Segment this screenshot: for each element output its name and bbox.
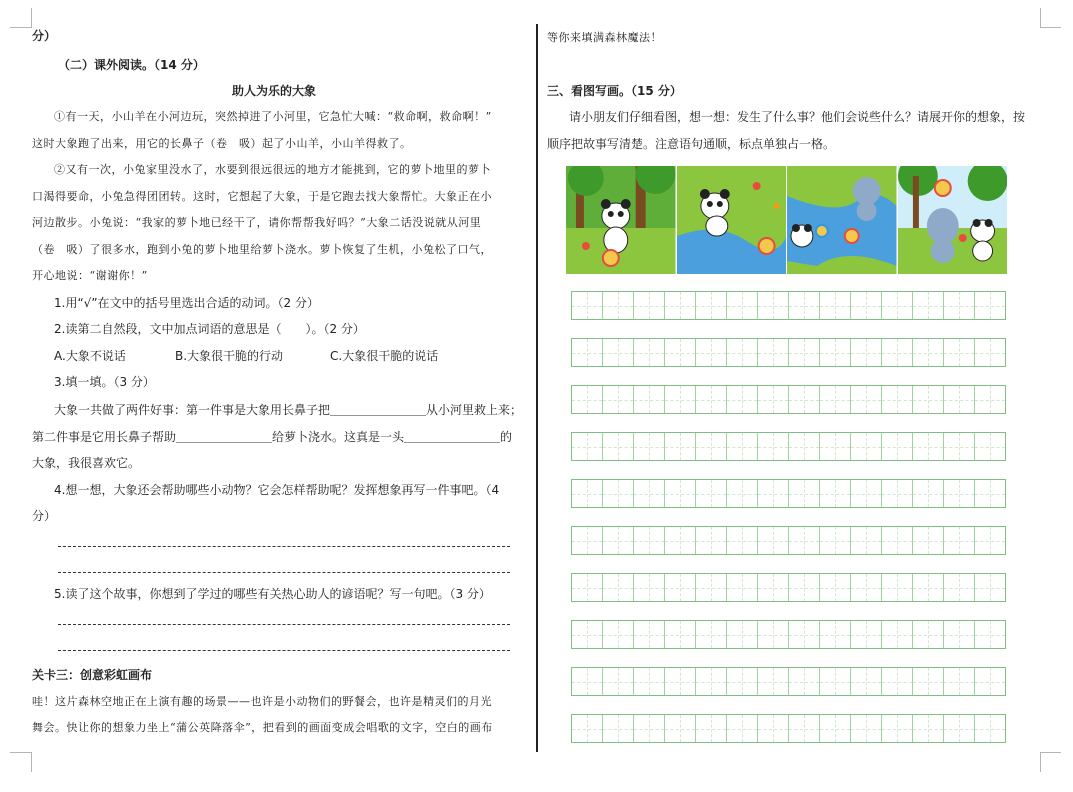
grid-cell[interactable] [851, 574, 882, 601]
continued-fragment: 分） [32, 29, 57, 43]
grid-row[interactable] [571, 432, 1006, 461]
crop-mark-top-right [1040, 8, 1041, 28]
crop-mark-bottom-left [31, 752, 32, 772]
grid-cell[interactable] [758, 339, 789, 366]
picture-writing-heading: 三、看图写画。（15 分） [547, 84, 682, 98]
grid-cell[interactable] [758, 292, 789, 319]
grid-cell[interactable] [944, 574, 975, 601]
grid-cell[interactable] [851, 433, 882, 460]
crop-mark-bottom-left-h [10, 752, 31, 753]
grid-cell[interactable] [634, 668, 665, 695]
answer-line-q5-1[interactable] [58, 624, 510, 625]
grid-cell[interactable] [913, 480, 944, 507]
question-3-line1: 大象一共做了两件好事：第一件事是大象用长鼻子把＿＿＿＿＿＿＿＿从小河里救上来； [54, 403, 523, 417]
grid-row[interactable] [571, 479, 1006, 508]
grid-cell[interactable] [882, 433, 913, 460]
grid-cell[interactable] [696, 433, 727, 460]
grid-cell[interactable] [572, 574, 603, 601]
grid-cell[interactable] [882, 621, 913, 648]
grid-cell[interactable] [572, 292, 603, 319]
grid-cell[interactable] [665, 433, 696, 460]
grid-cell[interactable] [572, 480, 603, 507]
grid-cell[interactable] [851, 292, 882, 319]
grid-cell[interactable] [913, 668, 944, 695]
intro-line1: 哇！这片森林空地正在上演有趣的场景——也许是小动物们的野餐会，也许是精灵们的月光 [32, 695, 492, 708]
grid-cell[interactable] [789, 715, 820, 742]
grid-cell[interactable] [882, 715, 913, 742]
grid-cell[interactable] [727, 621, 758, 648]
grid-cell[interactable] [727, 715, 758, 742]
grid-cell[interactable] [882, 574, 913, 601]
grid-cell[interactable] [665, 339, 696, 366]
grid-cell[interactable] [851, 339, 882, 366]
grid-cell[interactable] [820, 339, 851, 366]
grid-cell[interactable] [727, 433, 758, 460]
grid-cell[interactable] [913, 339, 944, 366]
grid-cell[interactable] [975, 339, 1005, 366]
grid-cell[interactable] [727, 574, 758, 601]
grid-cell[interactable] [665, 621, 696, 648]
grid-cell[interactable] [975, 621, 1005, 648]
answer-line-q4-1[interactable] [58, 546, 510, 547]
question-3-line2: 第二件事是它用长鼻子帮助＿＿＿＿＿＿＿＿给萝卜浇水。这真是一头＿＿＿＿＿＿＿＿的 [32, 430, 513, 444]
grid-cell[interactable] [572, 527, 603, 554]
grid-cell[interactable] [665, 527, 696, 554]
grid-row[interactable] [571, 620, 1006, 649]
reading-section-heading: （二）课外阅读。（14 分） [58, 58, 205, 72]
grid-cell[interactable] [634, 386, 665, 413]
grid-cell[interactable] [758, 621, 789, 648]
grid-cell[interactable] [882, 339, 913, 366]
question-2: 2.读第二自然段，文中加点词语的意思是（ ）。（2 分） [54, 322, 365, 336]
grid-cell[interactable] [851, 715, 882, 742]
grid-cell[interactable] [696, 480, 727, 507]
grid-cell[interactable] [603, 292, 634, 319]
grid-cell[interactable] [603, 527, 634, 554]
grid-row[interactable] [571, 385, 1006, 414]
grid-row[interactable] [571, 667, 1006, 696]
grid-cell[interactable] [851, 668, 882, 695]
grid-row[interactable] [571, 714, 1006, 743]
grid-cell[interactable] [696, 621, 727, 648]
question-5: 5.读了这个故事，你想到了学过的哪些有关热心助人的谚语呢？写一句吧。（3 分） [54, 587, 491, 601]
grid-cell[interactable] [634, 339, 665, 366]
crop-mark-top-left [31, 8, 32, 28]
grid-cell[interactable] [572, 386, 603, 413]
instruction-line1: 请小朋友们仔细看图，想一想：发生了什么事？他们会说些什么？请展开你的想象，按 [569, 110, 1026, 124]
picture-panel-4 [898, 166, 1009, 274]
grid-cell[interactable] [727, 668, 758, 695]
grid-cell[interactable] [789, 339, 820, 366]
grid-cell[interactable] [975, 433, 1005, 460]
grid-cell[interactable] [789, 668, 820, 695]
grid-cell[interactable] [944, 527, 975, 554]
grid-cell[interactable] [975, 527, 1005, 554]
grid-cell[interactable] [913, 292, 944, 319]
grid-cell[interactable] [634, 574, 665, 601]
story-para1-line1: ①有一天，小山羊在小河边玩，突然掉进了小河里，它急忙大喊：“救命啊，救命啊！” [54, 110, 492, 123]
grid-cell[interactable] [975, 715, 1005, 742]
story-para2-line1: ②又有一次，小兔家里没水了，水要到很远很远的地方才能挑到，它的萝卜地里的萝卜 [54, 163, 491, 176]
question-4-line2: 分） [32, 509, 57, 523]
grid-cell[interactable] [603, 339, 634, 366]
grid-cell[interactable] [572, 668, 603, 695]
grid-cell[interactable] [975, 668, 1005, 695]
grid-cell[interactable] [665, 480, 696, 507]
crop-mark-top-right-h [1040, 27, 1061, 28]
grid-cell[interactable] [665, 292, 696, 319]
grid-cell[interactable] [944, 292, 975, 319]
grid-cell[interactable] [665, 386, 696, 413]
grid-cell[interactable] [696, 715, 727, 742]
story-para2-line3: 河边散步。小兔说：“我家的萝卜地已经干了，请你帮帮我好吗？”大象二话没说就从河里 [32, 216, 482, 229]
grid-cell[interactable] [820, 292, 851, 319]
grid-cell[interactable] [975, 386, 1005, 413]
grid-cell[interactable] [696, 292, 727, 319]
question-2-option-c[interactable]: C.大象很干脆的说话 [330, 349, 439, 363]
question-1: 1.用“√”在文中的括号里选出合适的动词。（2 分） [54, 296, 319, 310]
crop-mark-bottom-right [1040, 752, 1041, 772]
grid-cell[interactable] [851, 527, 882, 554]
grid-cell[interactable] [789, 292, 820, 319]
grid-cell[interactable] [603, 668, 634, 695]
grid-cell[interactable] [727, 339, 758, 366]
grid-cell[interactable] [913, 527, 944, 554]
grid-cell[interactable] [913, 433, 944, 460]
grid-cell[interactable] [603, 433, 634, 460]
grid-cell[interactable] [758, 433, 789, 460]
grid-cell[interactable] [820, 386, 851, 413]
question-2-option-a[interactable]: A.大象不说话 [54, 349, 126, 363]
grid-cell[interactable] [913, 621, 944, 648]
grid-cell[interactable] [944, 668, 975, 695]
grid-row[interactable] [571, 291, 1006, 320]
grid-cell[interactable] [758, 527, 789, 554]
grid-cell[interactable] [851, 386, 882, 413]
grid-cell[interactable] [944, 621, 975, 648]
grid-cell[interactable] [665, 574, 696, 601]
continued-fragment-right: 等你来填满森林魔法！ [547, 31, 662, 44]
grid-cell[interactable] [820, 668, 851, 695]
grid-cell[interactable] [572, 715, 603, 742]
answer-line-q4-2[interactable] [58, 572, 510, 573]
grid-cell[interactable] [882, 386, 913, 413]
grid-cell[interactable] [696, 339, 727, 366]
grid-cell[interactable] [975, 292, 1005, 319]
instruction-line2: 顺序把故事写清楚。注意语句通顺，标点单独占一格。 [547, 137, 836, 151]
grid-cell[interactable] [944, 433, 975, 460]
grid-cell[interactable] [851, 621, 882, 648]
grid-cell[interactable] [944, 386, 975, 413]
grid-cell[interactable] [913, 386, 944, 413]
grid-cell[interactable] [758, 480, 789, 507]
grid-cell[interactable] [975, 574, 1005, 601]
picture-panel-2 [677, 166, 788, 274]
grid-cell[interactable] [727, 292, 758, 319]
question-3-line3: 大象，我很喜欢它。 [32, 456, 141, 470]
grid-cell[interactable] [634, 621, 665, 648]
column-divider [536, 24, 538, 752]
grid-cell[interactable] [665, 715, 696, 742]
grid-cell[interactable] [603, 715, 634, 742]
grid-row[interactable] [571, 573, 1006, 602]
story-para1-line2: 这时大象跑了出来，用它的长鼻子（卷 吸）起了小山羊，小山羊得救了。 [32, 137, 412, 150]
grid-cell[interactable] [634, 292, 665, 319]
picture-panel-3 [787, 166, 898, 274]
grid-cell[interactable] [851, 480, 882, 507]
grid-cell[interactable] [696, 668, 727, 695]
question-4-line1: 4.想一想，大象还会帮助哪些小动物？它会怎样帮助呢？发挥想象再写一件事吧。（4 [54, 483, 500, 497]
story-para2-line4: （卷 吸）了很多水，跑到小兔的萝卜地里给萝卜浇水。萝卜恢复了生机，小兔松了口气， [32, 243, 492, 256]
grid-cell[interactable] [789, 574, 820, 601]
level-three-title: 关卡三：创意彩虹画布 [32, 668, 153, 682]
grid-cell[interactable] [944, 715, 975, 742]
grid-row[interactable] [571, 526, 1006, 555]
story-title: 助人为乐的大象 [231, 84, 316, 98]
story-para2-line2: 口渴得要命，小兔急得团团转。这时，它想起了大象，于是它跑去找大象帮忙。大象正在小 [32, 190, 492, 203]
grid-cell[interactable] [727, 386, 758, 413]
grid-cell[interactable] [944, 480, 975, 507]
grid-cell[interactable] [789, 433, 820, 460]
grid-cell[interactable] [696, 527, 727, 554]
grid-cell[interactable] [634, 527, 665, 554]
grid-cell[interactable] [882, 480, 913, 507]
grid-cell[interactable] [820, 527, 851, 554]
grid-cell[interactable] [789, 621, 820, 648]
story-para2-line5: 开心地说：“谢谢你！” [32, 269, 148, 282]
intro-line2: 舞会。快让你的想象力坐上“蒲公英降落伞”，把看到的画面变成会唱歌的文字，空白的画布 [32, 721, 493, 734]
grid-cell[interactable] [913, 574, 944, 601]
grid-cell[interactable] [882, 527, 913, 554]
grid-cell[interactable] [882, 668, 913, 695]
grid-cell[interactable] [572, 621, 603, 648]
crop-mark-bottom-right-h [1040, 752, 1061, 753]
question-2-option-b[interactable]: B.大象很干脆的行动 [175, 349, 284, 363]
grid-cell[interactable] [665, 668, 696, 695]
grid-cell[interactable] [603, 386, 634, 413]
grid-cell[interactable] [572, 433, 603, 460]
grid-cell[interactable] [882, 292, 913, 319]
grid-cell[interactable] [820, 574, 851, 601]
grid-cell[interactable] [758, 386, 789, 413]
grid-cell[interactable] [603, 480, 634, 507]
picture-panel-1 [566, 166, 677, 274]
grid-cell[interactable] [820, 433, 851, 460]
grid-cell[interactable] [696, 574, 727, 601]
grid-cell[interactable] [603, 574, 634, 601]
grid-cell[interactable] [820, 621, 851, 648]
grid-cell[interactable] [913, 715, 944, 742]
grid-cell[interactable] [727, 527, 758, 554]
grid-cell[interactable] [975, 480, 1005, 507]
crop-mark-top-left-h [10, 27, 31, 28]
grid-cell[interactable] [789, 480, 820, 507]
grid-cell[interactable] [696, 386, 727, 413]
grid-cell[interactable] [634, 480, 665, 507]
grid-cell[interactable] [789, 527, 820, 554]
answer-line-q5-2[interactable] [58, 650, 510, 651]
story-picture-strip [566, 166, 1008, 274]
grid-cell[interactable] [820, 715, 851, 742]
question-3: 3.填一填。（3 分） [54, 375, 155, 389]
grid-cell[interactable] [789, 386, 820, 413]
grid-cell[interactable] [727, 480, 758, 507]
grid-cell[interactable] [944, 339, 975, 366]
grid-cell[interactable] [758, 715, 789, 742]
grid-cell[interactable] [603, 621, 634, 648]
grid-cell[interactable] [634, 715, 665, 742]
grid-cell[interactable] [758, 574, 789, 601]
grid-row[interactable] [571, 338, 1006, 367]
grid-cell[interactable] [634, 433, 665, 460]
grid-cell[interactable] [820, 480, 851, 507]
grid-cell[interactable] [758, 668, 789, 695]
grid-cell[interactable] [572, 339, 603, 366]
